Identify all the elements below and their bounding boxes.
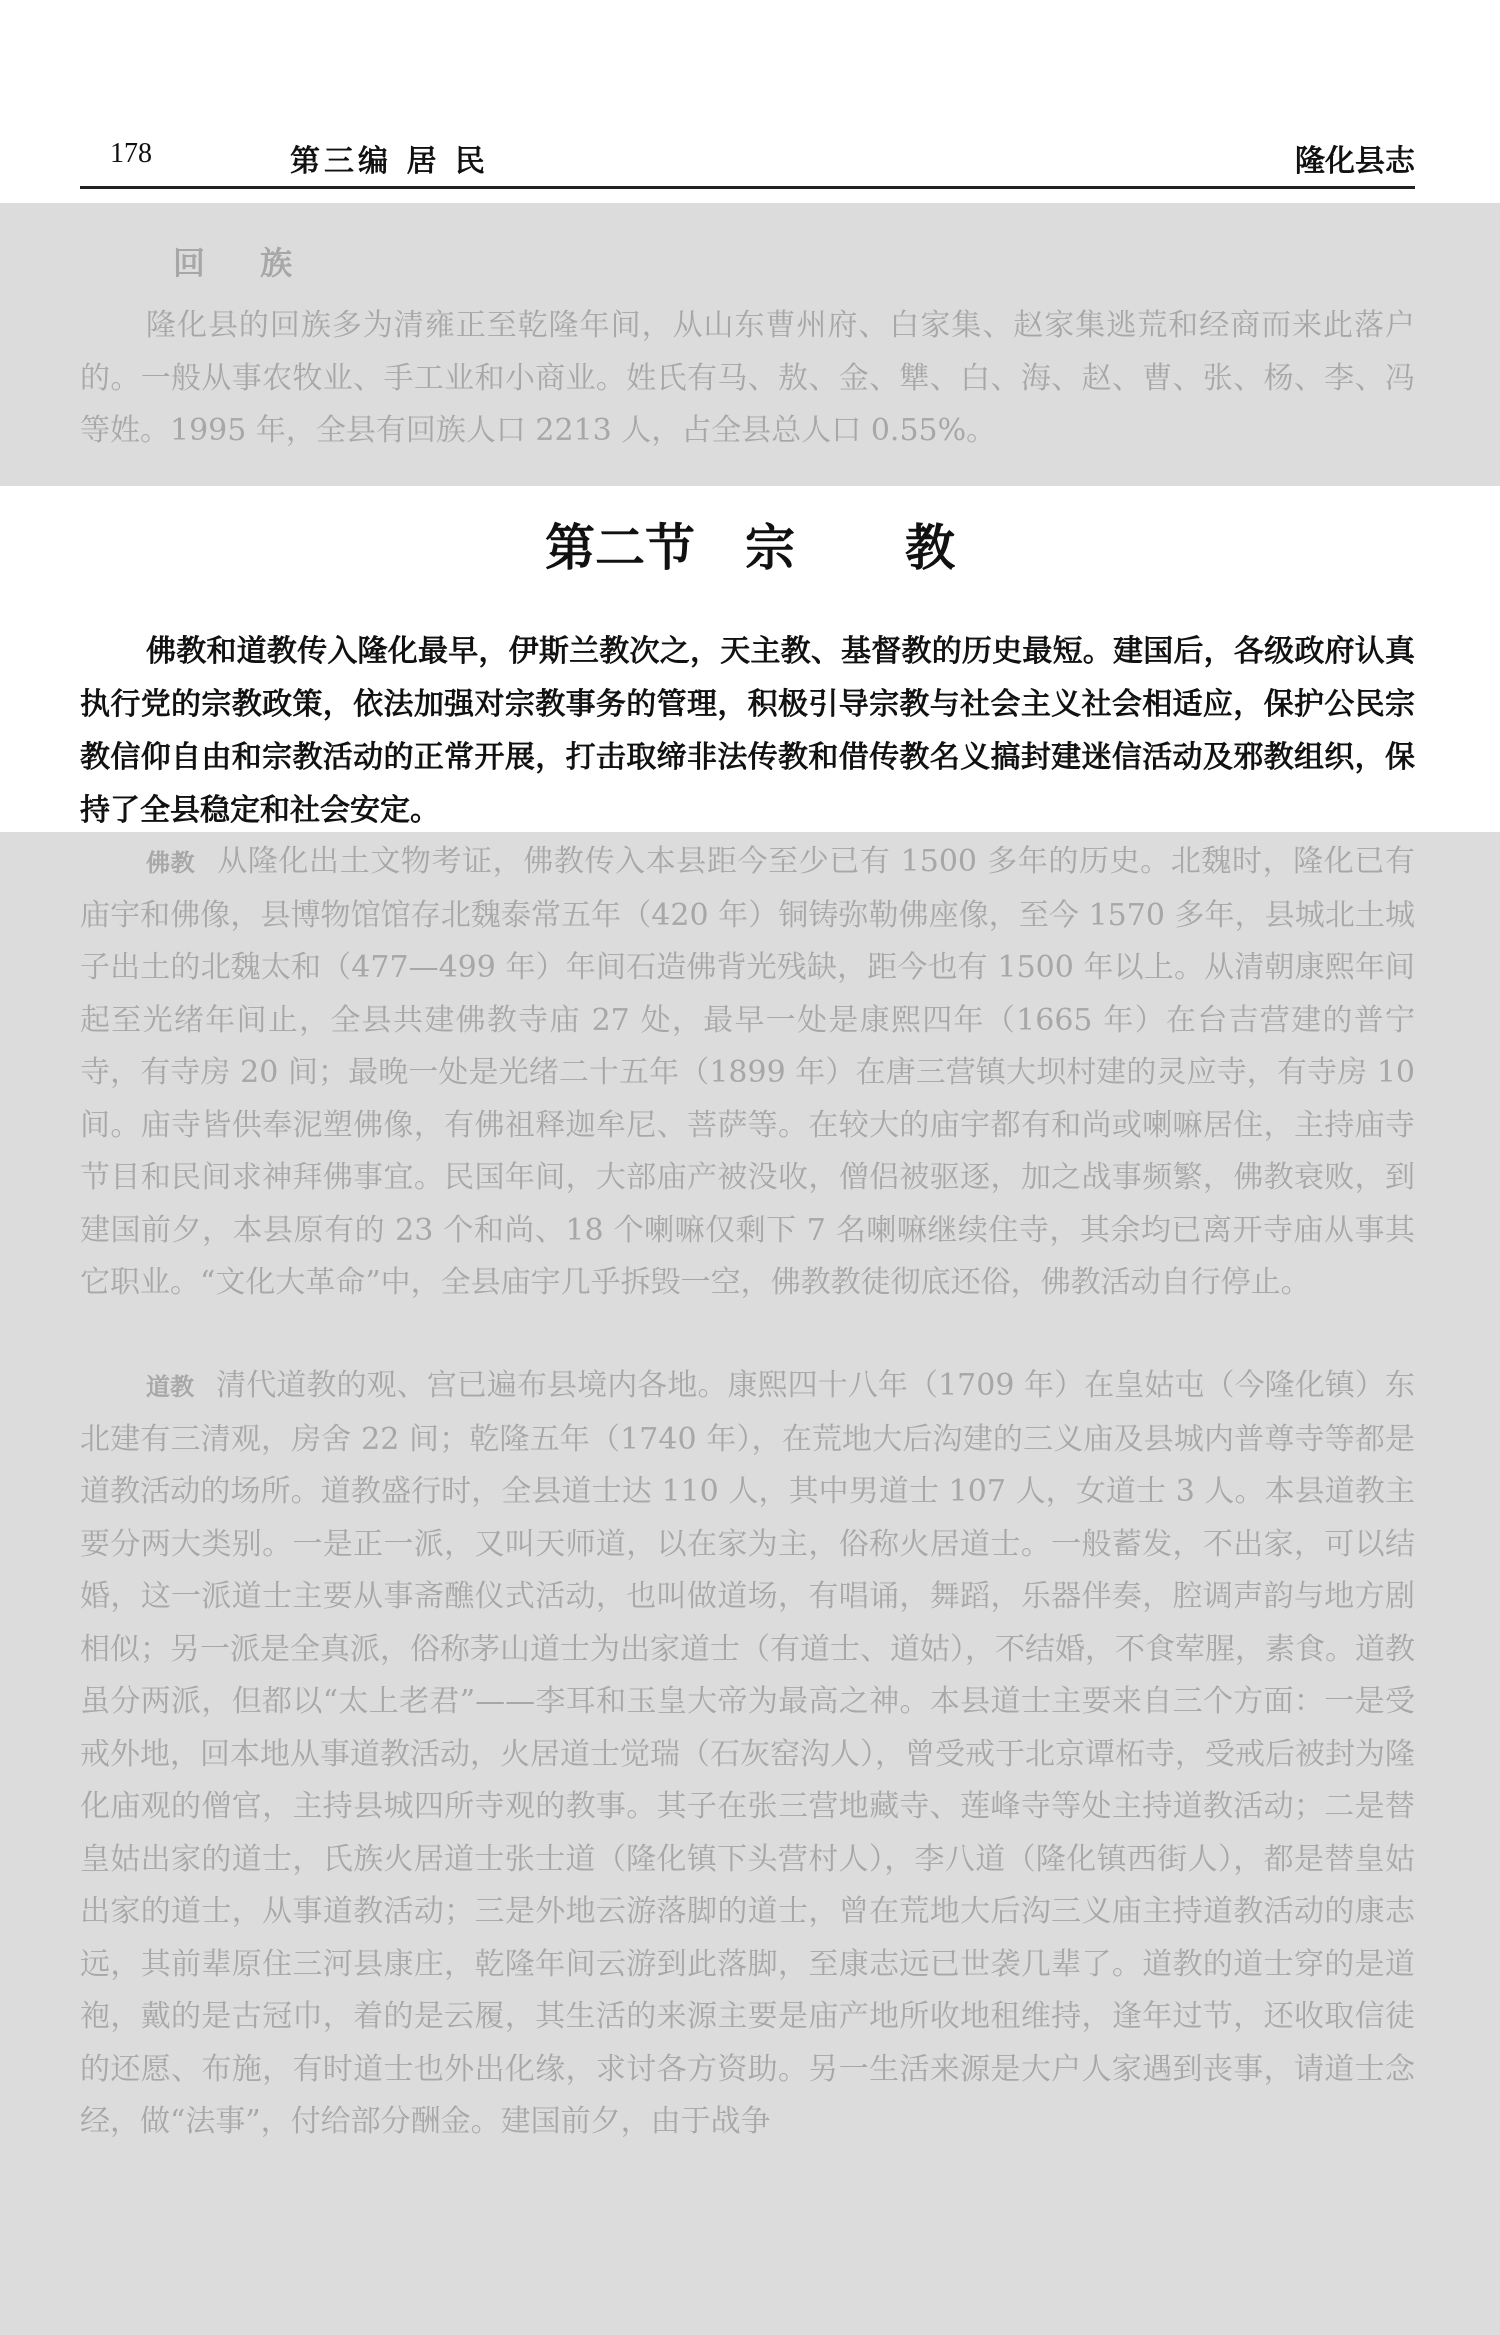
section-title (0, 508, 1500, 580)
taoism-paragraph: 清代道教的观、宫已遍布县境内各地。康熙四十八年（1709 年）在皇姑屯（今隆化镇）东北建有三清观，房舍 22 间；乾隆五年（1740 年），在荒地大后沟建的三义庙及县城内普尊寺等都是道教活动的场所。道教盛行时，全县道士达 110 人，其中男道士 107 人，女道士 3 人。本县道教主要分两大类别。一是正一派，又叫天师道，以在家为主，俗称火居道士。一般蓄发，不出家，可以结婚，这一派道士主要从事斋醮仪式活动，也叫做道场，有唱诵，舞蹈，乐器伴奏，腔调声韵与地方剧相似；另一派是全真派，俗称茅山道士为出家道士（有道士、道姑），不结婚，不食荤腥，素食。道教虽分两派，但都以“太上老君”——李耳和玉皇大帝为最高之神。本县道士主要来自三个方面：一是受戒外地，回本地从事道教活动，火居道士觉瑞（石灰窑沟人），曾受戒于北京谭柘寺，受戒后被封为隆化庙观的僧官，主持县城四所寺观的教事。其子在张三营地藏寺、莲峰寺等处主持道教活动；二是替皇姑出家的道士，氏族火居道士张士道（隆化镇下头营村人），李八道（隆化镇西街人），都是替皇姑出家的道士，从事道教活动；三是外地云游落脚的道士，曾在荒地大后沟三义庙主持道教活动的康志远，其前辈原住三河县康庄，乾隆年间云游到此落脚，至康志远已世袭几辈了。道教的道士穿的是道袍，戴的是古冠巾，着的是云履，其生活的来源主要是庙产地所收地租维持，逢年过节，还收取信徒的还愿、布施，有时道士也外出化缘，求讨各方资助。另一生活来源是大户人家遇到丧事，请道士念经，做“法事”，付给部分酬金。建国前夕，由于战争 (80, 1368, 1416, 2139)
section-title-char-2: 教 (905, 519, 955, 577)
hui-paragraph: 隆化县的回族多为清雍正至乾隆年间，从山东曹州府、白家集、赵家集逃荒和经商而来此落户的。一般从事农牧业、手工业和小商业。姓氏有马、敖、金、犨、白、海、赵、曹、张、杨、李、冯等姓。1995 年，全县有回族人口 2213 人，占全县总人口 0.55%。 (80, 308, 1415, 448)
part-title: 第三编 居 民 (290, 144, 489, 179)
book-title: 隆化县志 (1295, 144, 1415, 179)
page-header (80, 130, 1415, 190)
buddhism-paragraph: 从隆化出土文物考证，佛教传入本县距今至少已有 1500 多年的历史。北魏时，隆化已有庙宇和佛像，县博物馆馆存北魏泰常五年（420 年）铜铸弥勒佛座像，至今 1570 多年，县城北土城子出土的北魏太和（477—499 年）年间石造佛背光残缺，距今也有 1500 年以上。从清朝康熙年间起至光绪年间止，全县共建佛教寺庙 27 处，最早一处是康熙四年（1665 年）在台吉营建的普宁寺，有寺房 20 间；最晚一处是光绪二十五年（1899 年）在唐三营镇大坝村建的灵应寺，有寺房 10 间。庙寺皆供奉泥塑佛像，有佛祖释迦牟尼、菩萨等。在较大的庙宇都有和尚或喇嘛居住，主持庙寺节目和民间求神拜佛事宜。民国年间，大部庙产被没收，僧侣被驱逐，加之战事频繁，佛教衰败，到建国前夕，本县原有的 23 个和尚、18 个喇嘛仅剩下 7 名喇嘛继续住寺，其余均已离开寺庙从事其它职业。“文化大革命”中，全县庙宇几乎拆毁一空，佛教教徒彻底还俗，佛教活动自行停止。 (80, 844, 1416, 1300)
intro-paragraph: 佛教和道教传入隆化最早，伊斯兰教次之，天主教、基督教的历史最短。建国后，各级政府认真执行党的宗教政策，依法加强对宗教事务的管理，积极引导宗教与社会主义社会相适应，保护公民宗教信仰自由和宗教活动的正常开展，打击取缔非法传教和借传教名义搞封建迷信活动及邪教组织，保持了全县稳定和社会安定。 (80, 634, 1415, 828)
page-number: 178 (110, 138, 152, 169)
header-rule (80, 186, 1415, 189)
buddhism-section (80, 836, 1415, 1310)
buddhism-term: 佛教 (146, 849, 196, 877)
taoism-section (80, 1360, 1415, 2149)
taoism-term: 道教 (146, 1373, 195, 1401)
hui-heading: 回 族 (173, 244, 315, 282)
section-number: 第二节 (545, 519, 695, 577)
section-title-char-1: 宗 (745, 519, 795, 577)
